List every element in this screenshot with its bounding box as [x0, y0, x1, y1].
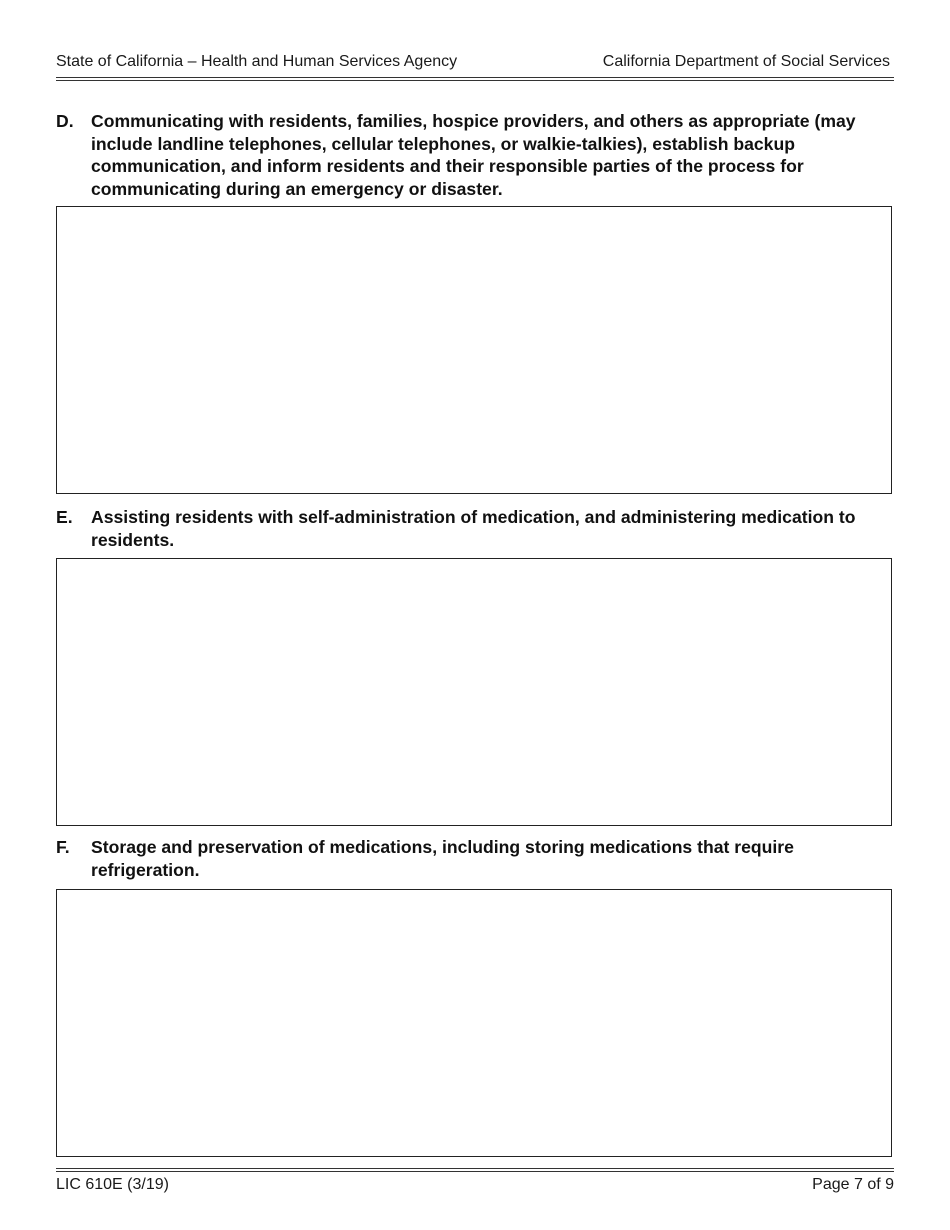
section-f-answer-field[interactable]: [56, 889, 892, 1157]
section-f-text: Storage and preservation of medications, including storing medications that require refrigeration.: [91, 837, 794, 880]
section-d-text: Communicating with residents, families, hospice providers, and others as appropriate (may include landline telephones, cellular telephones, or walkie-talkies), establish backup communication, and inform residents and their responsible parties of the process for communicating during an emergency or disaster.: [91, 111, 856, 199]
footer-rule-bottom: [56, 1171, 894, 1172]
header-rule-top: [56, 77, 894, 78]
section-e-answer-field[interactable]: [56, 558, 892, 826]
header-rule-bottom: [56, 80, 894, 81]
section-d-heading: [56, 110, 894, 200]
section-e-heading: [56, 506, 894, 551]
header-agency: State of California – Health and Human Services Agency: [56, 53, 458, 70]
section-d-answer-field[interactable]: [56, 206, 892, 494]
header-department: California Department of Social Services: [602, 53, 890, 70]
section-f-letter: F.: [56, 837, 70, 857]
section-e-letter: E.: [56, 507, 73, 527]
section-f-heading: [56, 836, 894, 881]
footer-rule-top: [56, 1168, 894, 1169]
footer-page-number: Page 7 of 9: [812, 1176, 894, 1193]
section-e-text: Assisting residents with self-administration of medication, and administering medication to residents.: [91, 507, 856, 550]
footer-form-id: LIC 610E (3/19): [56, 1176, 169, 1193]
section-d-letter: D.: [56, 111, 74, 131]
